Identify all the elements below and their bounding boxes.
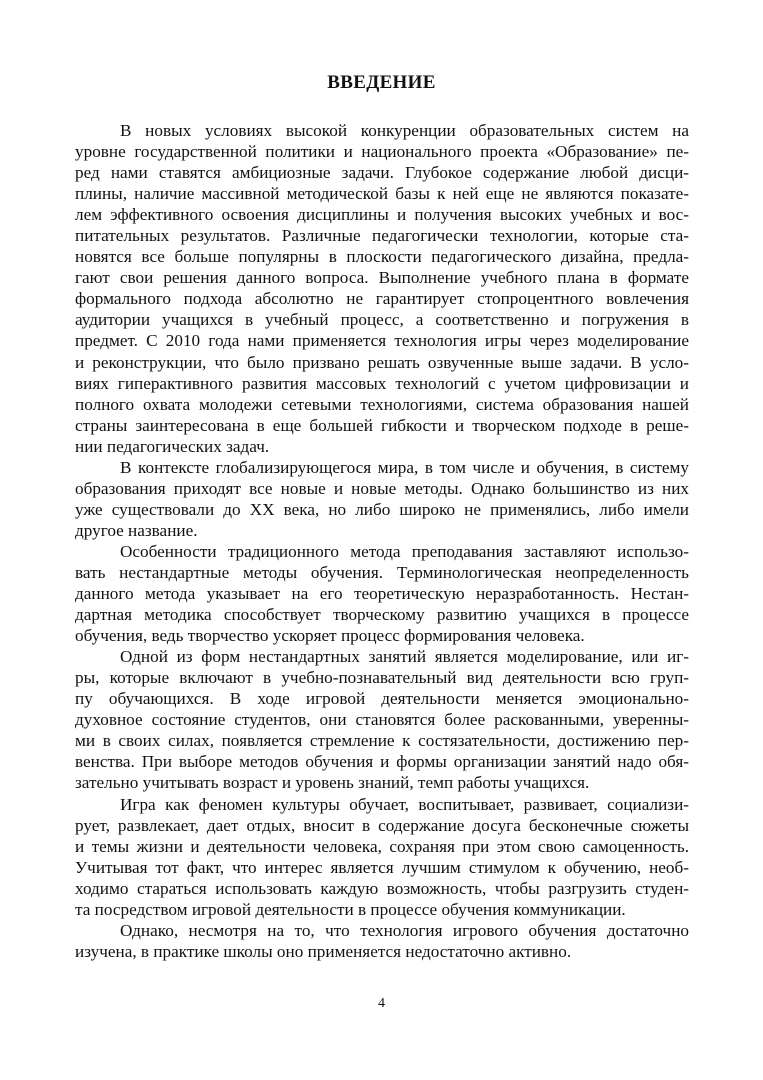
page-number: 4 bbox=[378, 996, 385, 1011]
text-line: уровне государственной политики и национального проекта «Образование» пе- bbox=[75, 142, 689, 162]
text-line: ми в своих силах, появляется стремление к состязательности, достижению пер- bbox=[75, 731, 689, 751]
text-line: обучения, ведь творчество ускоряет процесс формирования человека. bbox=[75, 626, 585, 646]
text-line: дартная методика способствует творческому развитию учащихся в процессе bbox=[75, 605, 689, 625]
paragraph bbox=[75, 646, 689, 793]
text-line: вать нестандартные методы обучения. Терминологическая неопределенность bbox=[75, 562, 689, 582]
paragraph bbox=[75, 541, 689, 646]
text-line: предмет. С 2010 года нами применяется технология игры через моделирование bbox=[75, 331, 689, 351]
text-line: духовное состояние студентов, они становятся более раскованными, уверенны- bbox=[75, 710, 689, 730]
document-body bbox=[75, 120, 689, 962]
text-line: аудитории учащихся в учебный процесс, а соответственно и погружения в bbox=[75, 310, 689, 330]
text-line: рует, развлекает, дает отдых, вносит в содержание досуга бесконечные сюжеты bbox=[75, 815, 689, 835]
text-line: плины, наличие массивной методической базы к ней еще не являются показате- bbox=[75, 184, 689, 204]
paragraph bbox=[75, 794, 689, 920]
text-line: изучена, в практике школы оно применяется недостаточно активно. bbox=[75, 941, 572, 961]
text-line: страны заинтересована в еще большей гибкости и творческом подходе в реше- bbox=[75, 415, 689, 435]
text-line: Особенности традиционного метода преподавания заставляют использо- bbox=[120, 541, 689, 561]
paragraph bbox=[75, 920, 689, 962]
text-line: пу обучающихся. В ходе игровой деятельности меняется эмоционально- bbox=[75, 689, 689, 709]
text-line: Однако, несмотря на то, что технология игрового обучения достаточно bbox=[120, 920, 689, 940]
text-line: венства. При выборе методов обучения и формы организации занятий надо обя- bbox=[75, 752, 689, 772]
text-line: питательных результатов. Различные педагогически технологии, которые ста- bbox=[75, 226, 689, 246]
text-line: другое название. bbox=[75, 520, 198, 540]
text-line: ходимо стараться использовать каждую возможность, чтобы разгрузить студен- bbox=[75, 878, 689, 898]
text-line: уже существовали до XX века, но либо широко не применялись, либо имели bbox=[75, 499, 689, 519]
text-line: та посредством игровой деятельности в процессе обучения коммуникации. bbox=[75, 899, 626, 919]
text-line: ры, которые включают в учебно-познавательный вид деятельности всю груп- bbox=[75, 668, 689, 688]
text-line: полного охвата молодежи сетевыми технологиями, система образования нашей bbox=[75, 394, 689, 414]
text-line: зательно учитывать возраст и уровень знаний, темп работы учащихся. bbox=[75, 773, 590, 793]
text-line: новятся все больше популярны в плоскости педагогического дизайна, предла- bbox=[75, 247, 689, 267]
text-line: Одной из форм нестандартных занятий является моделирование, или иг- bbox=[120, 647, 689, 667]
text-line: В новых условиях высокой конкуренции образовательных систем на bbox=[120, 121, 689, 140]
text-line: и реконструкции, что было призвано решать озвученные выше задачи. В усло- bbox=[75, 352, 689, 372]
text-line: нии педагогических задач. bbox=[75, 436, 270, 456]
text-line: виях гиперактивного развития массовых технологий с учетом цифровизации и bbox=[75, 373, 689, 393]
text-line: Учитывая тот факт, что интерес является лучшим стимулом к обучению, необ- bbox=[75, 857, 689, 877]
text-line: формального подхода абсолютно не гарантирует стопроцентного вовлечения bbox=[75, 289, 689, 309]
text-line: образования приходят все новые и новые методы. Однако большинство из них bbox=[75, 478, 689, 498]
text-line: В контексте глобализирующегося мира, в том числе и обучения, в систему bbox=[120, 457, 689, 477]
text-line: лем эффективного освоения дисциплины и получения высоких учебных и вос- bbox=[75, 205, 689, 225]
paragraph bbox=[75, 120, 689, 457]
page-title: ВВЕДЕНИЕ bbox=[327, 72, 436, 93]
text-line: данного метода указывает на его теоретическую неразработанность. Нестан- bbox=[75, 584, 689, 604]
text-line: ред нами ставятся амбициозные задачи. Глубокое содержание любой дисци- bbox=[75, 163, 689, 183]
text-line: Игра как феномен культуры обучает, воспитывает, развивает, социализи- bbox=[120, 794, 689, 814]
paragraph bbox=[75, 457, 689, 541]
text-line: гают свои решения данного вопроса. Выполнение учебного плана в формате bbox=[75, 268, 689, 288]
text-line: и темы жизни и деятельности человека, сохраняя при этом свою самоценность. bbox=[75, 836, 689, 856]
